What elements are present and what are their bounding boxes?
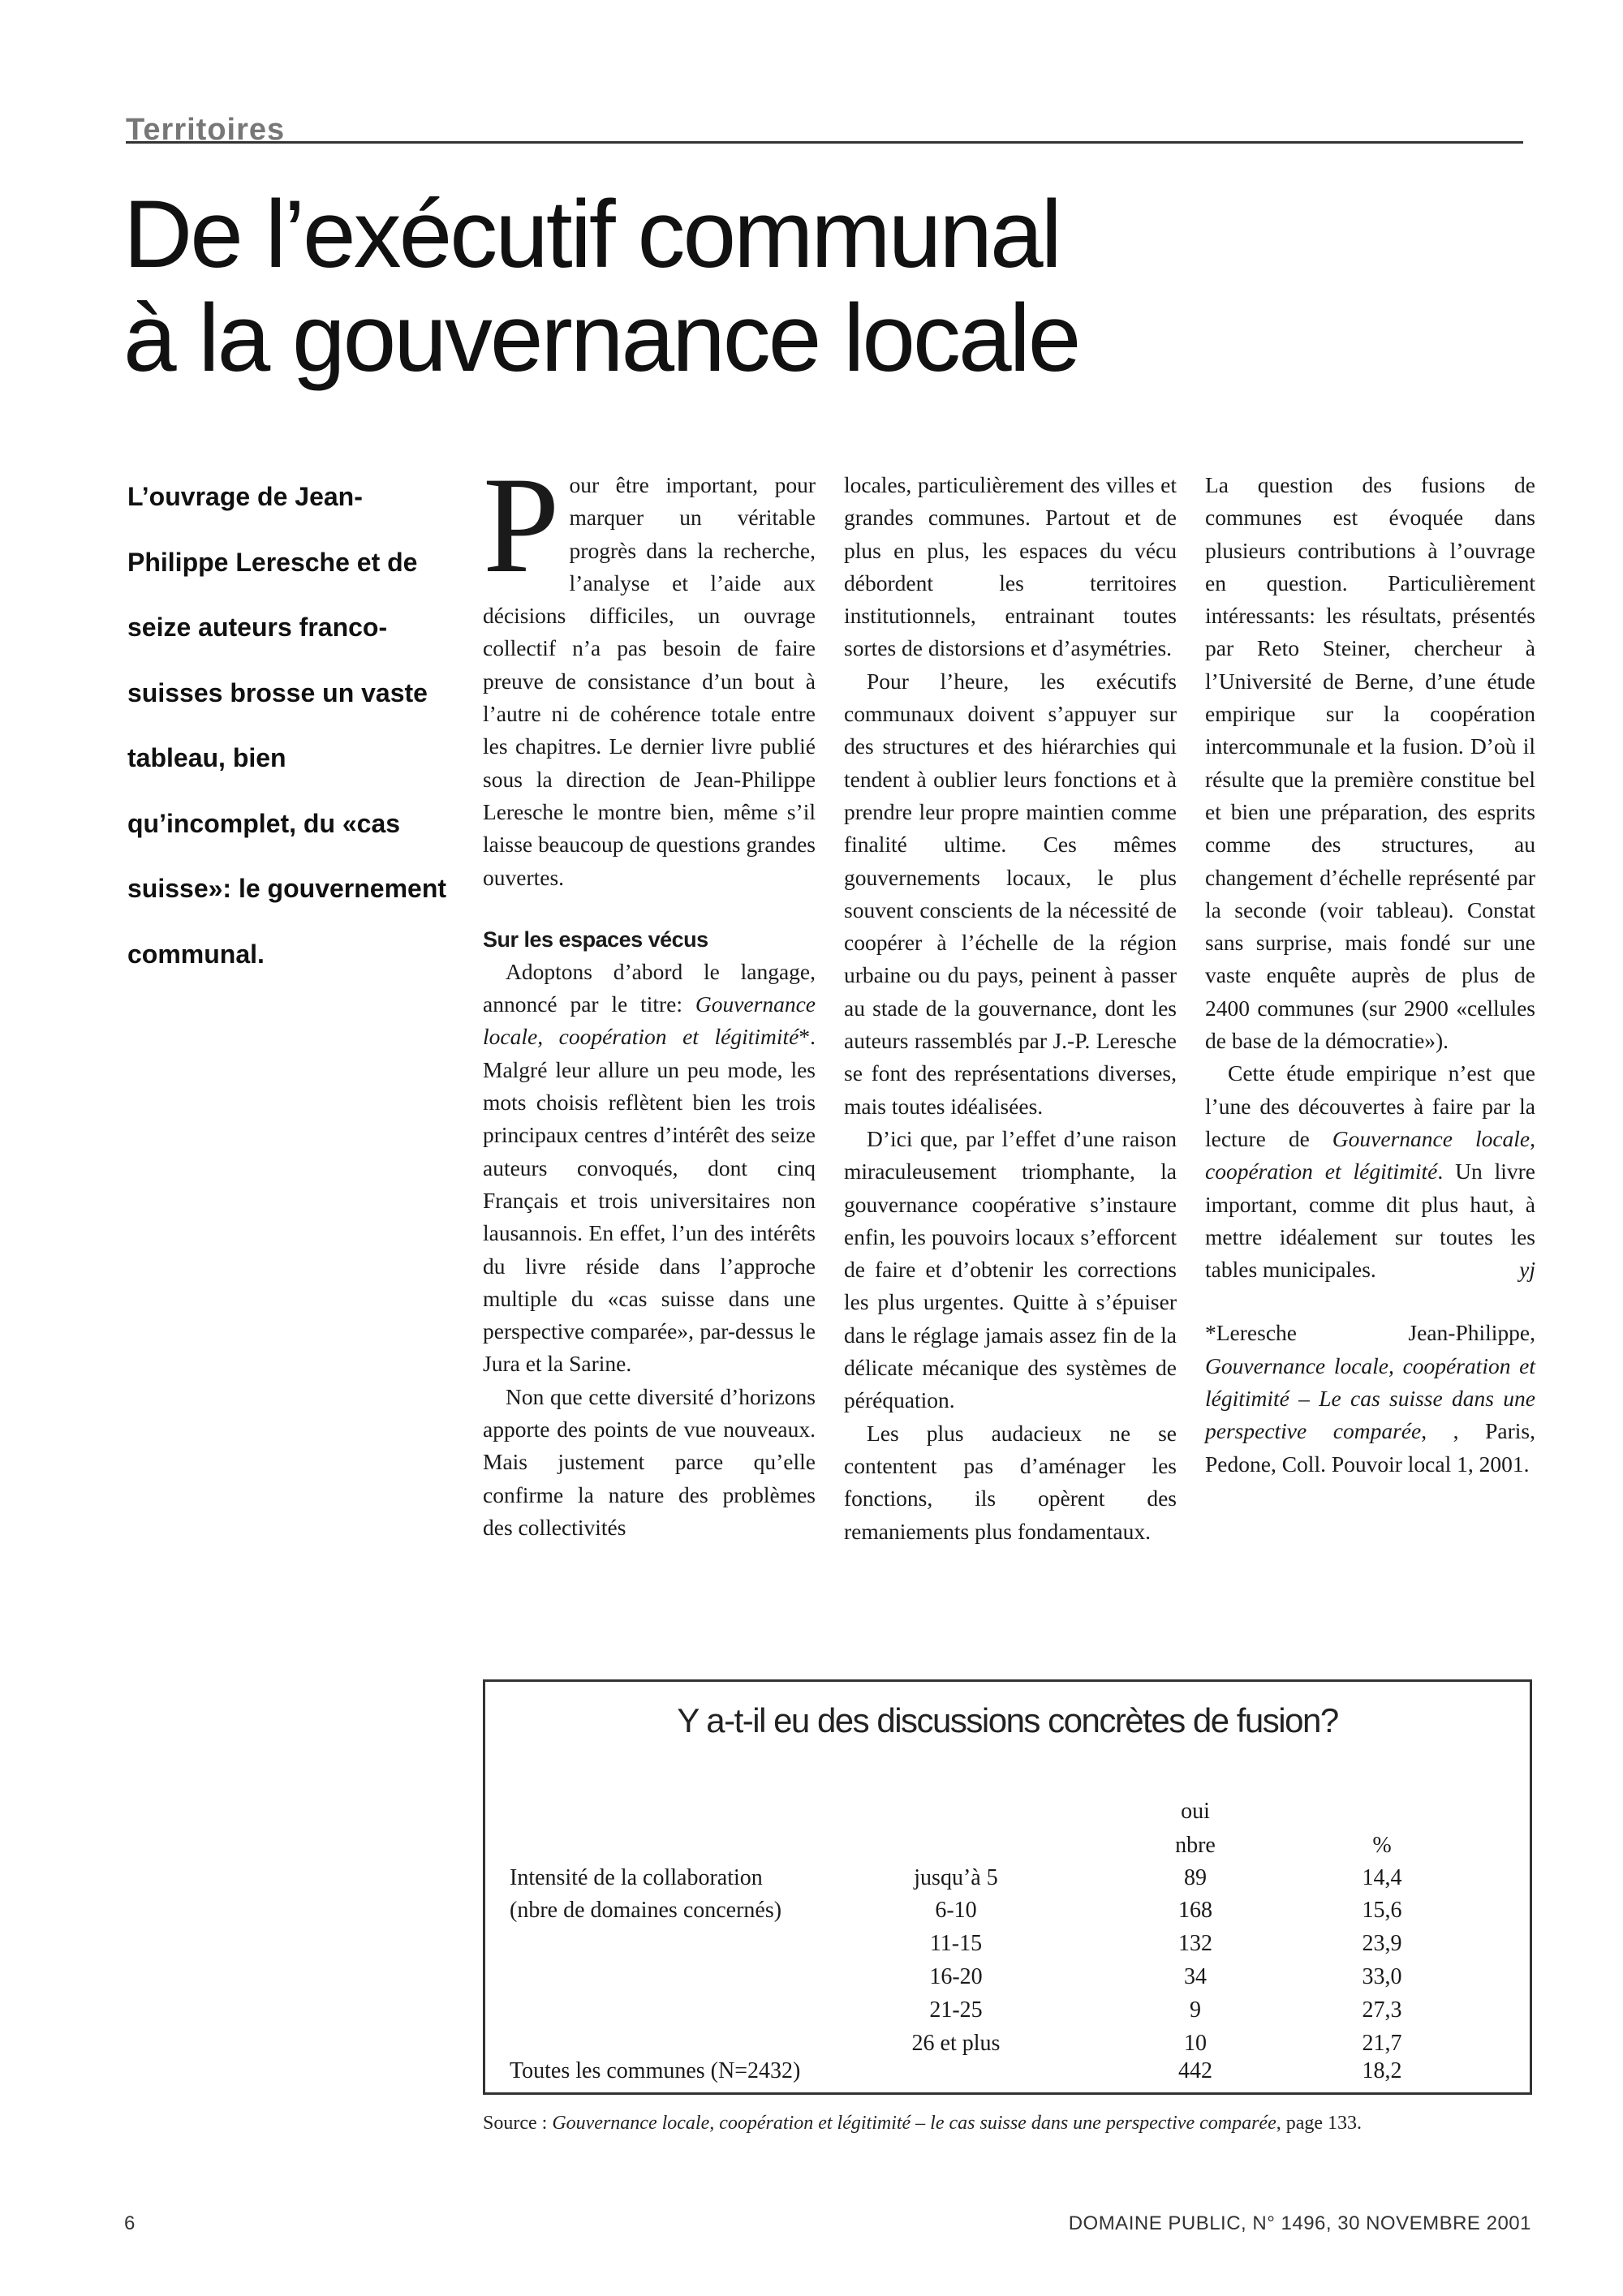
cell-range: 26 et plus — [911, 2031, 1001, 2056]
cell-count: 9 — [1190, 1997, 1201, 2023]
cell-percent: 33,0 — [1362, 1964, 1402, 1989]
table-title: Y a-t-il eu des discussions concrètes de fusion? — [677, 1701, 1338, 1739]
column-3 — [1205, 469, 1535, 1481]
paragraph: Pour être important, pour marquer un véritable progrès dans la recherche, l’analyse et l’aide aux décisions difficiles, un ouvrage collectif n’a pas besoin de faire preuve de consistance d’un bout à l’autre ni de cohérence totale entre les chapitres. Le dernier livre publié sous la direction de Jean-Philippe Leresche le montre bien, même s’il laisse beaucoup de questions grandes ouvertes. — [483, 449, 816, 890]
total-count: 442 — [1178, 2058, 1212, 2083]
book-title: Gouvernance locale, coopération et légitimité — [483, 991, 816, 1050]
section-label: Territoires — [126, 114, 286, 144]
lede: L’ouvrage de Jean-Philippe Leresche et de seize auteurs franco-suisses brosse un vaste tableau, bien qu’incomplet, du «cas suisse»: le gouvernement communal. — [127, 482, 447, 969]
cell-count: 132 — [1178, 1931, 1212, 1956]
col-header-percent: % — [1372, 1833, 1392, 1858]
paragraph: Les plus audacieux ne se contentent pas d’aménager les fonctions, ils opèrent des remaniements plus fondamentaux. — [844, 1420, 1177, 1544]
book-title: Gouvernance locale, coopération et légitimité — [1205, 1125, 1536, 1185]
cell-range: 11-15 — [929, 1931, 983, 1956]
paragraph: Pour l’heure, les exécutifs communaux doivent s’appuyer sur des structures et des hiérarchies qui tendent à oublier leurs fonctions et à prendre leur propre maintien comme finalité ultime. Ces mêmes gouvernements locaux, le plus souvent conscients de la nécessité de coopérer à l’échelle de la région urbaine ou du pays, peinent à passer au stade de la gouvernance, dont les auteurs rassemblés par J.-P. Leresche se font des représentations diverses, mais toutes idéalisées. — [844, 668, 1177, 1119]
total-percent: 18,2 — [1362, 2058, 1402, 2083]
cell-count: 168 — [1178, 1898, 1212, 1923]
cell-range: 21-25 — [929, 1997, 983, 2023]
paragraph: locales, particulièrement des villes et grandes communes. Partout et de plus en plus, les espaces du vécu débordent les territoires institutionnels, entrainant toutes sortes de distorsions et d’asymétries. — [844, 472, 1177, 661]
row-label: Intensité de la collaboration — [510, 1865, 763, 1890]
cell-percent: 15,6 — [1362, 1898, 1402, 1923]
cell-range: 16-20 — [929, 1964, 983, 1989]
author-signature: yj — [1519, 1257, 1535, 1283]
article-title — [123, 183, 1422, 390]
subheading: Sur les espaces vécus — [483, 927, 708, 952]
col-header-nbre: nbre — [1175, 1833, 1216, 1858]
book-title: Gouvernance locale, coopération et légitimité – Le cas suisse dans une perspective comparée — [1205, 1352, 1535, 1444]
column-2 — [844, 469, 1177, 1548]
paragraph: Adoptons d’abord le langage, annoncé par le titre: Gouvernance locale, coopération et légitimité*. Malgré leur allure un peu mode, les mots choisis reflètent bien les trois principaux centres d’intérêt des seize auteurs convoqués, dont cinq Français et trois universitaires non lausannois. En effet, l’un des intérêts du livre réside dans l’approche multiple du «cas suisse dans une perspective comparée», par-dessus le Jura et la Sarine. — [483, 958, 816, 1377]
data-table — [483, 1679, 1532, 2095]
footnote: *Leresche Jean-Philippe, Gouvernance locale, coopération et légitimité – Le cas suisse dans une perspective comparée, , Paris, Pedone, Coll. Pouvoir local 1, 2001. — [1205, 1320, 1535, 1477]
page-number: 6 — [124, 2212, 136, 2234]
cell-percent: 14,4 — [1362, 1865, 1402, 1890]
row-label-sub: (nbre de domaines concernés) — [510, 1898, 782, 1923]
paragraph: D’ici que, par l’effet d’une raison miraculeusement triomphante, la gouvernance coopérative s’instaure enfin, les pouvoirs locaux s’efforcent de faire et d’obtenir les corrections les plus urgentes. Quitte à s’épuiser dans le réglage jamais assez fin de la délicate mécanique des systèmes de péréquation. — [844, 1125, 1177, 1413]
cell-range: jusqu’à 5 — [914, 1865, 998, 1890]
title-line-2: à la gouvernance locale — [123, 285, 1079, 392]
cell-range: 6-10 — [935, 1898, 977, 1923]
col-header-oui: oui — [1181, 1799, 1210, 1824]
section-rule — [126, 141, 1523, 144]
total-label: Toutes les communes (N=2432) — [510, 2058, 801, 2083]
cell-count: 34 — [1184, 1964, 1207, 1989]
paragraph: Cette étude empirique n’est que l’une des découvertes à faire par la lecture de Gouvernance locale, coopération et légitimité. Un livre important, comme dit plus haut, à mettre idéalement sur toutes les tables municipales. yj — [1205, 1057, 1535, 1286]
source-title: Gouvernance locale, coopération et légitimité – le cas suisse dans une perspective comparée — [552, 2113, 1276, 2134]
paragraph: La question des fusions de communes est évoquée dans plusieurs contributions à l’ouvrage en question. Particulièrement intéressants: les résultats, présentés par Reto Steiner, chercheur à l’Université de Berne, d’une étude empirique sur la coopération intercommunale et la fusion. D’où il résulte que la première constitue bel et bien une préparation, des esprits comme des structures, au changement d’échelle représenté par la seconde (voir tableau). Constat sans surprise, mais fondé sur une vaste enquête auprès de plus de 2400 communes (sur 2900 «cellules de base de la démocratie»). — [1205, 472, 1535, 1054]
cell-percent: 27,3 — [1362, 1997, 1402, 2023]
column-1 — [483, 449, 816, 1544]
title-line-1: De l’exécutif communal — [123, 181, 1060, 288]
paragraph: Non que cette diversité d’horizons apporte des points de vue nouveaux. Mais justement parce qu’elle confirme la nature des problèmes des collectivités — [483, 1383, 816, 1540]
table-source: Source : Gouvernance locale, coopération et légitimité – le cas suisse dans une perspective comparée, page 133. — [483, 2113, 1363, 2134]
cell-percent: 23,9 — [1362, 1931, 1402, 1956]
cell-percent: 21,7 — [1362, 2031, 1402, 2056]
cell-count: 89 — [1184, 1865, 1207, 1890]
publication-footer: DOMAINE PUBLIC, N° 1496, 30 NOVEMBRE 2001 — [1068, 2212, 1531, 2234]
cell-count: 10 — [1184, 2031, 1207, 2056]
drop-cap: P — [483, 449, 560, 601]
